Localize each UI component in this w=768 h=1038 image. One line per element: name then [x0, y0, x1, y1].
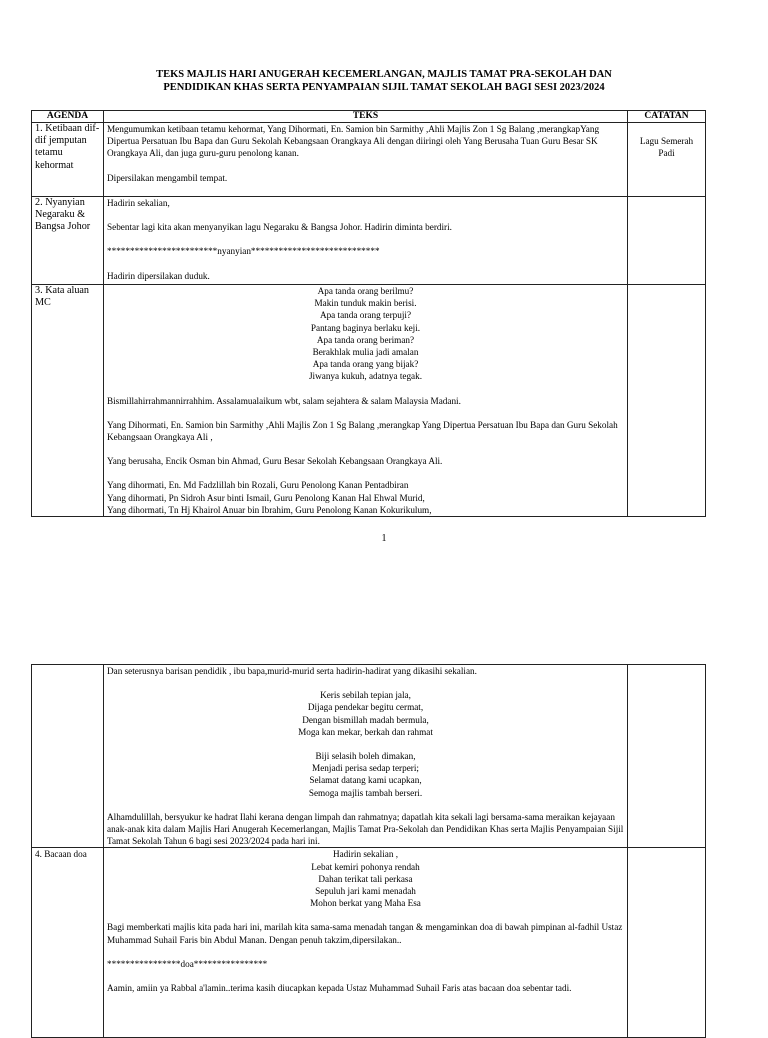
- verse-line: Jiwanya kukuh, adatnya tegak.: [308, 371, 423, 382]
- paragraph: Sebentar lagi kita akan menyanyikan lagu Negaraku & Bangsa Johor. Hadirin diminta berdiri.: [107, 222, 452, 233]
- paragraph: Dan seterusnya barisan pendidik , ibu bapa,murid-murid serta hadirin-hadirat yang dikasihi sekalian.: [107, 666, 477, 676]
- verse-line: Biji selasih boleh dimakan,: [315, 751, 416, 762]
- agenda-table-page2: [31, 664, 706, 1038]
- verse-line: Moga kan mekar, berkah dan rahmat: [298, 726, 433, 737]
- verse-line: Dahan terikat tali perkasa: [318, 873, 413, 884]
- agenda-cell: [32, 665, 104, 848]
- paragraph: Yang dihormati, Pn Sidroh Asur binti Ismail, Guru Penolong Kanan Hal Ehwal Murid,: [107, 492, 425, 503]
- verse-line: Apa tanda orang beriman?: [316, 334, 415, 345]
- note-cell: [628, 848, 706, 1038]
- table-row: [32, 848, 706, 1038]
- header-agenda: AGENDA: [32, 111, 104, 123]
- table-header-row: [32, 111, 706, 123]
- verse-line: Pantang baginya berlaku keji.: [310, 322, 421, 333]
- title-line-1: TEKS MAJLIS HARI ANUGERAH KECEMERLANGAN, MAJLIS TAMAT PRA-SEKOLAH DAN: [156, 69, 612, 80]
- text-cell: [104, 848, 628, 1038]
- paragraph: Bismillahirrahmannirrahhim. Assalamualaikum wbt, salam sejahtera & salam Malaysia Madani.: [107, 395, 461, 406]
- verse-line: Keris sebilah tepian jala,: [320, 690, 411, 701]
- verse-line: Apa tanda orang berilmu?: [317, 286, 414, 296]
- text-cell: [104, 665, 628, 848]
- agenda-cell: 1. Ketibaan dif-dif jemputan tetamu kehormat: [32, 123, 104, 197]
- paragraph: Bagi memberkati majlis kita pada hari ini, marilah kita sama-sama menadah tangan & mengaminkan doa di bawah pimpinan al-fadhil Ustaz Muhammad Suhail Faris bin Abdul Manan. Dengan penuh takzim,dipersilakan..: [107, 922, 623, 945]
- paragraph: Yang dihormati, Tn Hj Khairol Anuar bin Ibrahim, Guru Penolong Kanan Kokurikulum,: [107, 504, 432, 515]
- paragraph: Yang berusaha, Encik Osman bin Ahmad, Guru Besar Sekolah Kebangsaan Orangkaya Ali.: [107, 456, 443, 467]
- pantun-verse: [107, 285, 624, 383]
- verse-line: Makin tunduk makin berisi.: [314, 298, 417, 309]
- agenda-table-page1: [31, 110, 706, 517]
- verse-line: Dijaga pendekar begitu cermat,: [307, 702, 424, 713]
- verse-line: Lebat kemiri pohonya rendah: [311, 861, 420, 872]
- paragraph: Yang dihormati, En. Md Fadzlillah bin Rozali, Guru Penolong Kanan Pentadbiran: [107, 480, 409, 491]
- paragraph: Aamin, amiin ya Rabbal a'lamin..terima kasih diucapkan kepada Ustaz Muhammad Suhail Faris atas bacaan doa sebentar tadi.: [107, 983, 572, 994]
- paragraph: Yang Dihormati, En. Samion bin Sarmithy ,Ahli Majlis Zon 1 Sg Balang ,merangkap Yang Dipertua Persatuan Ibu Bapa dan Guru Sekolah Kebangsaan Orangkaya Ali ,: [107, 419, 618, 443]
- page-number: 1: [381, 533, 387, 544]
- verse-line: Apa tanda orang terpuji?: [319, 310, 412, 321]
- header-catatan: CATATAN: [628, 111, 706, 123]
- agenda-cell: 2. Nyanyian Negaraku & Bangsa Johor: [32, 197, 104, 285]
- verse-line: Dengan bismillah madah bermula,: [302, 714, 429, 725]
- note-cell: [628, 665, 706, 848]
- agenda-cell: 3. Kata aluan MC: [32, 285, 104, 517]
- verse-line: Semoga majlis tambah berseri.: [308, 787, 423, 798]
- paragraph: Mengumumkan ketibaan tetamu kehormat, Yang Dihormati, En. Samion bin Sarmithy ,Ahli Majlis Zon 1 Sg Balang ,merangkapYang Dipertua Persatuan Ibu Bapa dan Guru Sekolah Kebangsaan Orangkaya Ali dengan diiringi oleh Yang Berusaha Tuan Guru Besar SK Orangkaya Ali, dan juga guru-guru penolong kanan.: [107, 124, 600, 159]
- verse-line: Menjadi perisa sedap terperi;: [312, 763, 419, 774]
- title-line-2: PENDIDIKAN KHAS SERTA PENYAMPAIAN SIJIL TAMAT SEKOLAH BAGI SESI 2023/2024: [163, 82, 605, 93]
- table-row: [32, 285, 706, 517]
- paragraph: ************************nyanyian****************************: [107, 246, 380, 257]
- note-cell: [628, 197, 706, 285]
- paragraph: Hadirin dipersilakan duduk.: [107, 270, 210, 281]
- note-cell: [628, 285, 706, 517]
- verse-line: Apa tanda orang yang bijak?: [312, 359, 419, 370]
- verse-line: Hadirin sekalian ,: [332, 849, 399, 860]
- pantun-verse: [107, 689, 624, 738]
- note-cell: Lagu Semerah Padi: [628, 123, 706, 197]
- text-cell: [104, 123, 628, 197]
- verse-line: Berakhlak mulia jadi amalan: [312, 347, 419, 358]
- table-row: [32, 665, 706, 848]
- text-cell: [104, 197, 628, 285]
- paragraph: Alhamdulillah, bersyukur ke hadrat Ilahi kerana dengan limpah dan rahmatnya; dapatlah kita sekali lagi bersama-sama meraikan kejayaan anak-anak kita dalam Majlis Hari Anugerah Kecemerlangan, Majlis Tamat Pra-Sekolah dan Pendidikan Khas serta Majlis Penyampaian Sijil Tamat Sekolah Tahun 6 bagi sesi 2023/2024 pada hari ini.: [107, 811, 624, 847]
- table-row: [32, 197, 706, 285]
- text-cell: [104, 285, 628, 517]
- header-teks: TEKS: [104, 111, 628, 123]
- agenda-cell: 4. Bacaan doa: [32, 848, 104, 1038]
- table-row: [32, 123, 706, 197]
- paragraph: ****************doa****************: [107, 958, 268, 969]
- paragraph: Dipersilakan mengambil tempat.: [107, 172, 228, 183]
- pantun-verse: [107, 750, 624, 799]
- verse-line: Mohon berkat yang Maha Esa: [310, 898, 421, 909]
- verse-line: Selamat datang kami ucapkan,: [309, 775, 422, 786]
- verse-line: Sepuluh jari kami menadah: [315, 886, 416, 897]
- paragraph: Hadirin sekalian,: [107, 198, 170, 208]
- pantun-verse: [107, 848, 624, 909]
- document-title: [40, 68, 728, 94]
